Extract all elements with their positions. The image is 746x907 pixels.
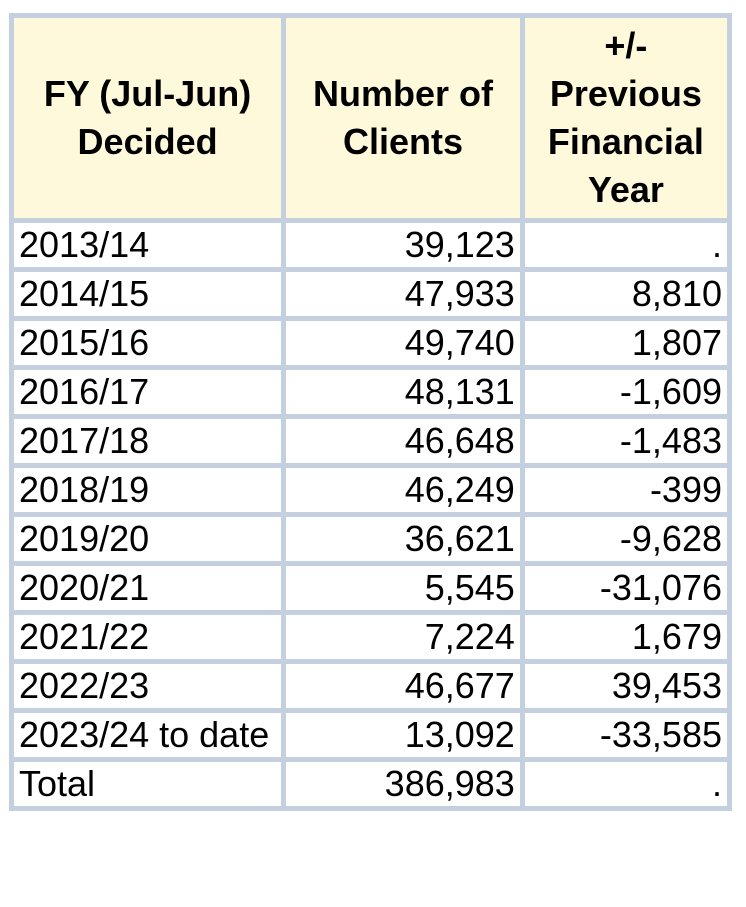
fy-cell: 2017/18 xyxy=(12,417,284,466)
table-row xyxy=(12,564,730,613)
header-row xyxy=(12,16,730,221)
clients-cell: 36,621 xyxy=(284,515,523,564)
table-row xyxy=(12,270,730,319)
change-cell: 8,810 xyxy=(522,270,729,319)
fy-cell: 2023/24 to date xyxy=(12,711,284,760)
change-cell: -9,628 xyxy=(522,515,729,564)
total-row xyxy=(12,760,730,809)
table-row xyxy=(12,368,730,417)
clients-cell: 46,249 xyxy=(284,466,523,515)
clients-cell: 39,123 xyxy=(284,221,523,270)
clients-cell: 7,224 xyxy=(284,613,523,662)
change-cell: . xyxy=(522,221,729,270)
header-change-previous-year: +/- Previous Financial Year xyxy=(522,16,729,221)
total-change-cell: . xyxy=(522,760,729,809)
change-cell: -1,609 xyxy=(522,368,729,417)
table-row xyxy=(12,319,730,368)
change-cell: 39,453 xyxy=(522,662,729,711)
clients-cell: 49,740 xyxy=(284,319,523,368)
header-fy-decided: FY (Jul-Jun) Decided xyxy=(12,16,284,221)
change-cell: 1,807 xyxy=(522,319,729,368)
table-row xyxy=(12,221,730,270)
fy-cell: 2021/22 xyxy=(12,613,284,662)
clients-cell: 47,933 xyxy=(284,270,523,319)
table-container xyxy=(9,13,732,811)
change-cell: 1,679 xyxy=(522,613,729,662)
fy-cell: 2013/14 xyxy=(12,221,284,270)
change-cell: -31,076 xyxy=(522,564,729,613)
total-label-cell: Total xyxy=(12,760,284,809)
clients-cell: 46,648 xyxy=(284,417,523,466)
table-row xyxy=(12,613,730,662)
clients-cell: 13,092 xyxy=(284,711,523,760)
change-cell: -1,483 xyxy=(522,417,729,466)
total-clients-cell: 386,983 xyxy=(284,760,523,809)
clients-by-financial-year-table xyxy=(9,13,732,811)
table-row xyxy=(12,417,730,466)
table-row xyxy=(12,515,730,564)
change-cell: -399 xyxy=(522,466,729,515)
fy-cell: 2014/15 xyxy=(12,270,284,319)
table-row xyxy=(12,711,730,760)
clients-cell: 5,545 xyxy=(284,564,523,613)
fy-cell: 2016/17 xyxy=(12,368,284,417)
header-number-of-clients: Number of Clients xyxy=(284,16,523,221)
table-row xyxy=(12,662,730,711)
clients-cell: 48,131 xyxy=(284,368,523,417)
table-row xyxy=(12,466,730,515)
fy-cell: 2020/21 xyxy=(12,564,284,613)
fy-cell: 2018/19 xyxy=(12,466,284,515)
fy-cell: 2022/23 xyxy=(12,662,284,711)
change-cell: -33,585 xyxy=(522,711,729,760)
fy-cell: 2019/20 xyxy=(12,515,284,564)
clients-cell: 46,677 xyxy=(284,662,523,711)
fy-cell: 2015/16 xyxy=(12,319,284,368)
